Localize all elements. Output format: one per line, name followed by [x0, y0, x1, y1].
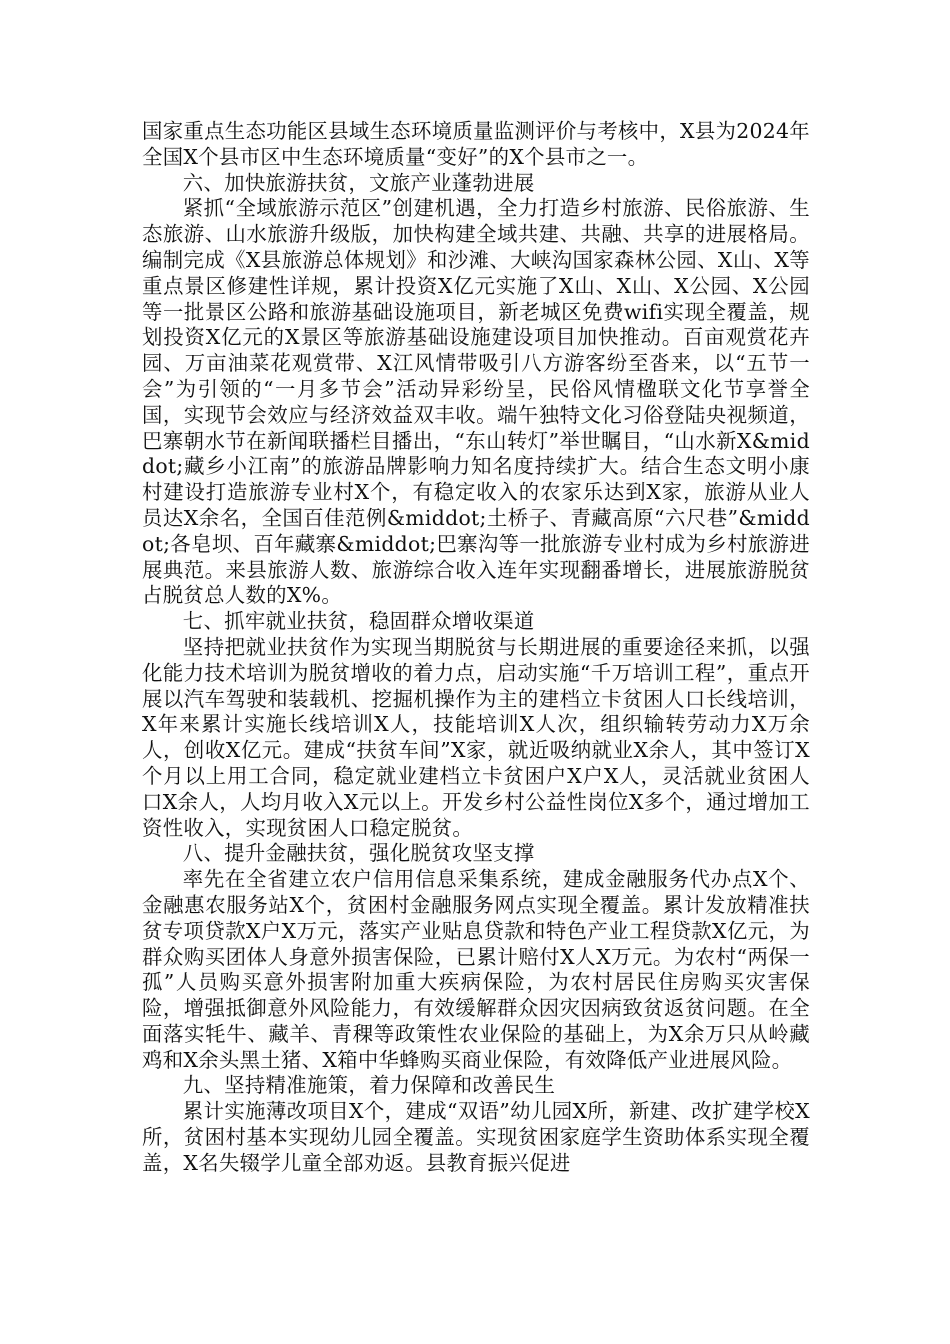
paragraph-livelihood: 累计实施薄改项目X个，建成“双语”幼儿园X所，新建、改扩建学校X所，贫困村基本实现幼儿园全覆盖。实现贫困家庭学生资助体系实现全覆盖，X名失辍学儿童全部劝返。县教育振兴促进: [142, 1099, 810, 1175]
paragraph-intro: 国家重点生态功能区县域生态环境质量监测评价与考核中，X县为2024年全国X个县市区中生态环境质量“变好”的X个县市之一。: [142, 119, 810, 169]
document-page: [142, 119, 810, 1177]
paragraph-employment: 坚持把就业扶贫作为实现当期脱贫与长期进展的重要途径来抓，以强化能力技术培训为脱贫增收的着力点，启动实施“千万培训工程”，重点开展以汽车驾驶和装载机、挖掘机操作为主的建档立卡贫困人口长线培训，X年来累计实施长线培训X人，技能培训X人次，组织输转劳动力X万余人，创收X亿元。建成“扶贫车间”X家，就近吸纳就业X余人，其中签订X个月以上用工合同，稳定就业建档立卡贫困户X户X人，灵活就业贫困人口X余人，人均月收入X元以上。开发乡村公益性岗位X多个，通过增加工资性收入，实现贫困人口稳定脱贫。: [142, 634, 810, 840]
section-heading-8: 八、提升金融扶贫，强化脱贫攻坚支撑: [182, 841, 535, 866]
paragraph-finance: 率先在全省建立农户信用信息采集系统，建成金融服务代办点X个、金融惠农服务站X个，贫困村金融服务网点实现全覆盖。累计发放精准扶贫专项贷款X户X万元，落实产业贴息贷款和特色产业工程贷款X亿元，为群众购买团体人身意外损害保险，已累计赔付X人X万元。为农村“两保一孤”人员购买意外损害附加重大疾病保险，为农村居民住房购买灾害保险，增强抵御意外风险能力，有效缓解群众因灾因病致贫返贫问题。在全面落实牦牛、藏羊、青稞等政策性农业保险的基础上，为X余万只从岭藏鸡和X余头黑土猪、X箱中华蜂购买商业保险，有效降低产业进展风险。: [142, 867, 810, 1072]
paragraph-tourism: 紧抓“全域旅游示范区”创建机遇，全力打造乡村旅游、民俗旅游、生态旅游、山水旅游升级版，加快构建全域共建、共融、共享的进展格局。编制完成《X县旅游总体规划》和沙滩、大峡沟国家森林公园、X山、X等重点景区修建性详规，累计投资X亿元实施了X山、X山、X公园、X公园等一批景区公路和旅游基础设施项目，新老城区免费wifi实现全覆盖，规划投资X亿元的X景区等旅游基础设施建设项目加快推动。百亩观赏花卉园、万亩油菜花观赏带、X江风情带吸引八方游客纷至沓来，以“五节一会”为引领的“一月多节会”活动异彩纷呈，民俗风情楹联文化节享誉全国，实现节会效应与经济效益双丰收。端午独特文化习俗登陆央视频道，巴寨朝水节在新闻联播栏目播出，“东山转灯”举世瞩目，“山水新X&middot;藏乡小江南”的旅游品牌影响力知名度持续扩大。结合生态文明小康村建设打造旅游专业村X个，有稳定收入的农家乐达到X家，旅游从业人员达X余名，全国百佳范例&middot;土桥子、青藏高原“六尺巷”&middot;各皂坝、百年藏寨&middot;巴寨沟等一批旅游专业村成为乡村旅游进展典范。来县旅游人数、旅游综合收入连年实现翻番增长，进展旅游脱贫占脱贫总人数的X%。: [142, 196, 810, 608]
section-heading-9: 九、坚持精准施策，着力保障和改善民生: [182, 1073, 556, 1098]
section-heading-7: 七、抓牢就业扶贫，稳固群众增收渠道: [182, 609, 535, 634]
section-heading-6: 六、加快旅游扶贫，文旅产业蓬勃进展: [182, 170, 535, 195]
